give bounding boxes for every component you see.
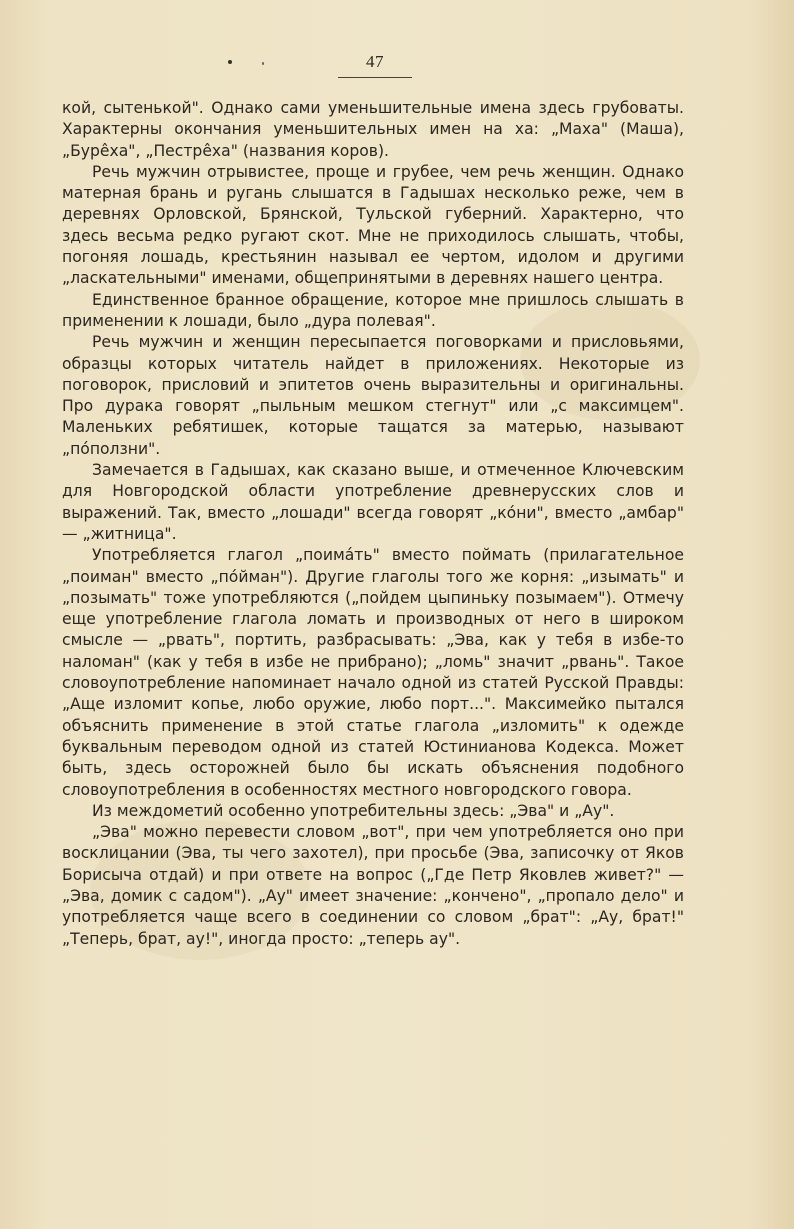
header-rule xyxy=(338,77,412,78)
page-header xyxy=(0,52,794,82)
body-text xyxy=(62,98,684,950)
paragraph: кой, сытенькой". Однако сами уменьшительные имена здесь грубоваты. Характерны окончания уменьшительных имен на ха: „Маха" (Маша), „Буре̂ха", „Пестре̂ха" (названия коров). xyxy=(62,99,684,160)
paragraph: Замечается в Гадышах, как сказано выше, и отмеченное Ключевским для Новгородской области употребление древнерусских слов и выражений. Так, вместо „лошади" всегда говорят „ко́ни", вместо „амбар" — „житница". xyxy=(62,461,684,543)
ink-speck xyxy=(262,62,264,65)
paragraph: Единственное бранное обращение, которое мне пришлось слышать в применении к лошади, было „дура полевая". xyxy=(62,290,684,330)
ink-speck xyxy=(228,60,232,64)
paragraph: Речь мужчин и женщин пересыпается поговорками и присловьями, образцы которых читатель найдет в приложениях. Некоторые из поговорок, присловий и эпитетов очень выразительны и оригинальны. Про дурака говорят „пыльным мешком стегнут" или „с максимцем". Маленьких ребятишек, которые тащатся за матерью, называют „по́ползни". xyxy=(62,333,684,458)
paragraph: „Эва" можно перевести словом „вот", при чем употребляется оно при восклицании (Эва, ты чего захотел), при просьбе (Эва, записочку от Яков Борисыча отдай) и при ответе на вопрос („Где Петр Яковлев живет?" — „Эва, домик с садом"). „Ау" имеет значение: „кончено", „пропало дело" и употребляется чаще всего в соединении со словом „брат": „Ау, брат!" „Теперь, брат, ау!", иногда просто: „теперь ау". xyxy=(62,823,684,948)
paragraph: Речь мужчин отрывистее, проще и грубее, чем речь женщин. Однако матерная брань и ругань слышатся в Гадышах несколько реже, чем в деревнях Орловской, Брянской, Тульской губерний. Характерно, что здесь весьма редко ругают скот. Мне не приходилось слышать, чтобы, погоняя лошадь, крестьянин называл ее чертом, идолом и другими „ласкательными" именами, общепринятыми в деревнях нашего центра. xyxy=(62,162,684,288)
paragraph: Употребляется глагол „поима́ть" вместо поймать (прилагательное „поиман" вместо „по́йман"). Другие глаголы того же корня: „изымать" и „позымать" тоже употребляются („пойдем цыпиньку позымаем"). Отмечу еще употребление глагола ломать и производных от него в широком смысле — „рвать", портить, разбрасывать: „Эва, как у тебя в избе-то наломан" (как у тебя в избе не прибрано); „ломь" значит „рвань". Такое словоупотребление напоминает начало одной из статей Русской Правды: „Аще изломит копье, любо оружие, любо порт...". Максимейко пытался объяснить применение в этой статье глагола „изломить" к одежде буквальным переводом одной из статей Юстинианова Кодекса. Может быть, здесь осторожней было бы искать объяснения подобного словоупотребления в особенностях местного новгородского говора. xyxy=(62,546,684,799)
paragraph: Из междометий особенно употребительны здесь: „Эва" и „Ау". xyxy=(92,801,615,820)
page-number: 47 xyxy=(366,52,384,71)
